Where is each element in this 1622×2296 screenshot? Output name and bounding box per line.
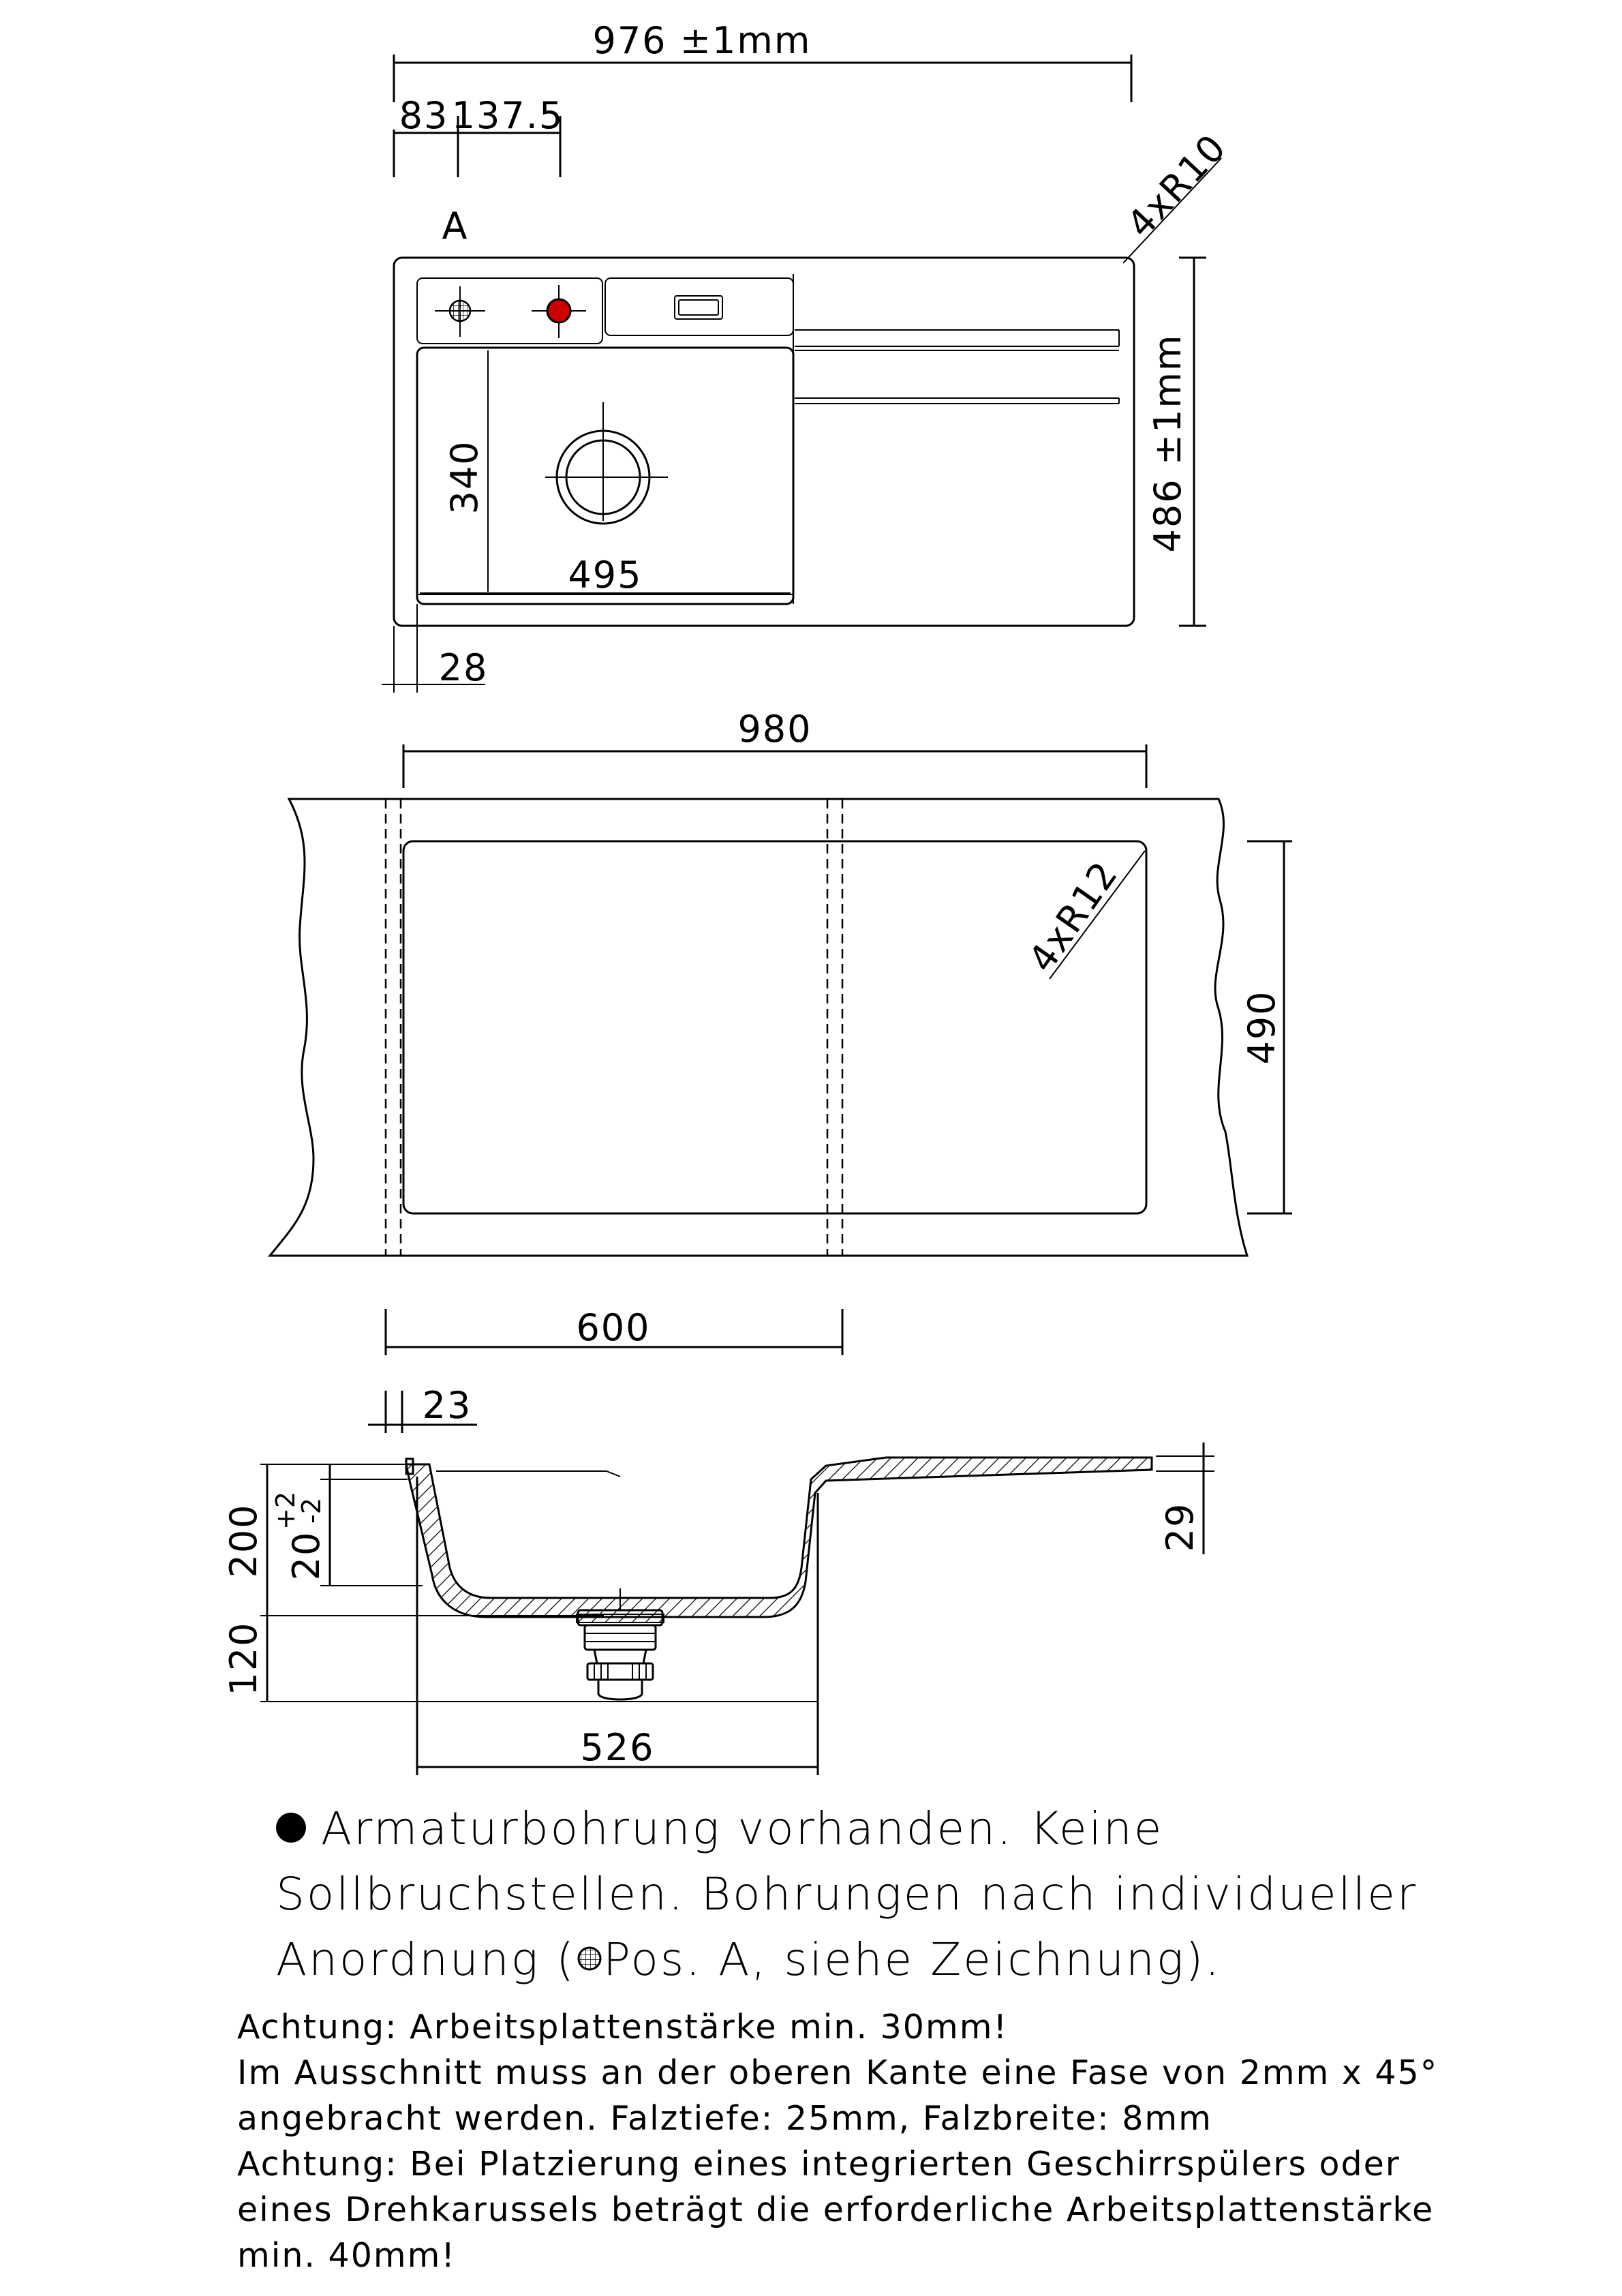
cutout-radius-label: 4xR12: [1020, 853, 1127, 980]
tap-hole-red-icon: [532, 285, 586, 338]
bowl-height-label: 340: [443, 440, 486, 515]
offset-83-label: 83: [399, 94, 449, 137]
warning-line: Achtung: Bei Platzierung eines integrierten Geschirrspülers oder: [237, 2145, 1401, 2184]
warning-line: Im Ausschnitt muss an der oberen Kante eine Fase von 2mm x 45°: [237, 2053, 1439, 2092]
warning-line: eines Drehkarussels beträgt die erforderliche Arbeitsplattenstärke: [237, 2190, 1435, 2229]
tolerance-plus-label: +2: [271, 1491, 301, 1530]
edge-28-label: 28: [438, 646, 489, 689]
tolerance-minus-label: -2: [296, 1498, 326, 1524]
tap-hole-a-icon: [435, 286, 485, 337]
main-note-line2: Sollbruchstellen. Bohrungen nach individueller: [276, 1868, 1418, 1920]
warning-line: min. 40mm!: [237, 2236, 457, 2275]
cutout-view: [270, 708, 1292, 1355]
main-note-line1: Armaturbohrung vorhanden. Keine: [276, 1796, 1571, 1862]
top-width-label: 976 ±1mm: [592, 19, 812, 62]
drain-icon: [545, 402, 668, 524]
section-depth-label: 200: [222, 1503, 265, 1578]
cutout-width-label: 980: [737, 708, 812, 751]
section-offset-label: 23: [422, 1384, 472, 1427]
thickness-label: 29: [1159, 1502, 1202, 1552]
warning-line: Achtung: Arbeitsplattenstärke min. 30mm!: [237, 2008, 1009, 2046]
cutout-height-label: 490: [1240, 990, 1283, 1065]
top-height-label: 486 ±1mm: [1146, 333, 1189, 553]
bowl-width-label: 495: [568, 554, 643, 596]
section-view: [222, 1384, 1214, 1775]
warning-notes: [237, 2004, 1593, 2278]
main-note: [276, 1796, 1571, 1993]
top-view: [382, 19, 1235, 693]
top-radius-label: 4xR10: [1118, 125, 1235, 246]
section-bowl-width-label: 526: [580, 1726, 655, 1769]
cabinet-width-label: 600: [576, 1306, 651, 1349]
drain-height-label: 120: [222, 1621, 265, 1696]
grid-circle-icon: [576, 1945, 603, 1972]
offset-137-label: 137.5: [451, 94, 564, 137]
tolerance-main-label: 20: [285, 1530, 328, 1581]
bullet-icon: [276, 1813, 306, 1843]
main-note-line3: Anordnung ( Pos. A, siehe Zeichnung).: [276, 1933, 1222, 1986]
position-a-label: A: [442, 205, 469, 247]
warning-line: angebracht werden. Falztiefe: 25mm, Falzbreite: 8mm: [237, 2099, 1212, 2138]
